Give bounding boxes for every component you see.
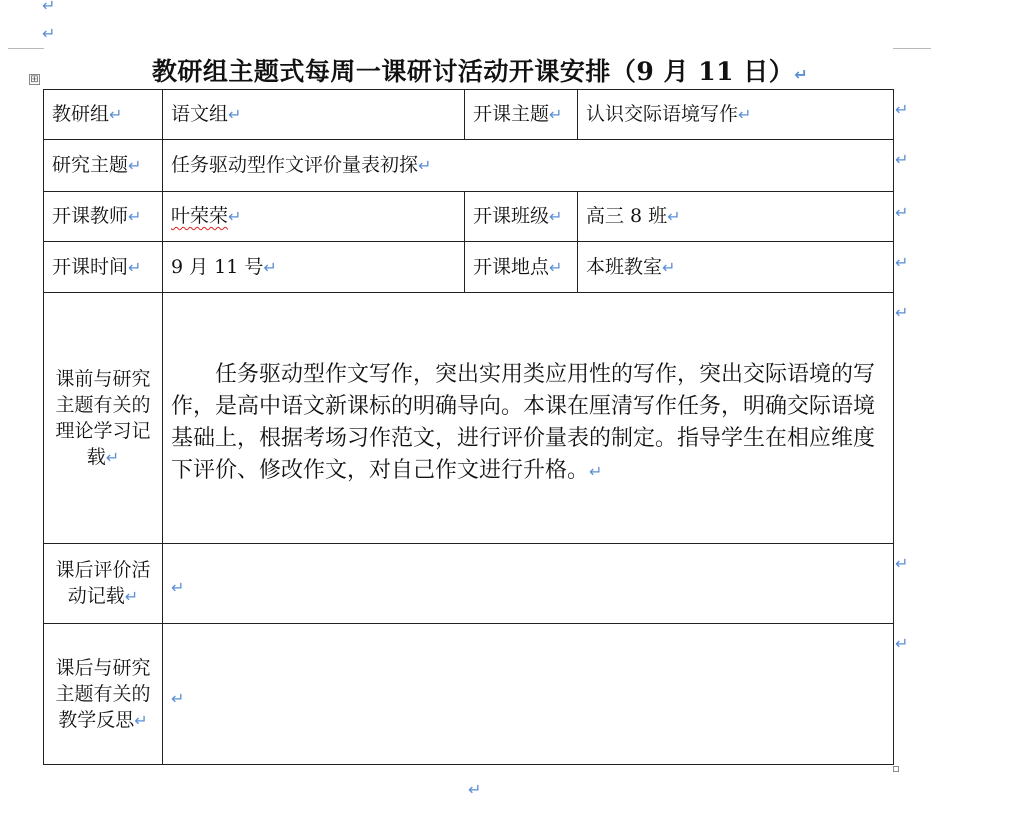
class-label-cell[interactable] [465,192,578,242]
class-value: 高三 8 班 [586,205,668,227]
theory-label: 课前与研究主题有关的理论学习记载 [55,367,151,468]
paragraph-mark-icon: ↵ [263,257,277,277]
place-label: 开课地点 [473,255,550,278]
time-value-cell[interactable] [163,242,465,293]
research-value: 任务驱动型作文评价量表初探 [171,154,419,176]
group-label-cell[interactable] [44,90,163,140]
table-resize-handle[interactable] [893,766,899,772]
teacher-label: 开课教师 [52,205,129,227]
row-end-mark-icon: ↵ [895,253,909,272]
topic-label: 开课主题 [473,103,550,125]
group-value: 语文组 [171,103,229,125]
eval-value-cell[interactable] [163,544,894,624]
paragraph-mark-icon: ↵ [662,257,676,277]
paragraph-mark-icon: ↵ [468,780,482,799]
place-value: 本班教室 [586,255,663,278]
paragraph-mark-icon: ↵ [128,207,142,226]
paragraph-mark-icon: ↵ [124,587,139,606]
paragraph-mark-icon: ↵ [128,156,142,175]
title-text: 教研组主题式每周一课研讨活动开课安排（9 月 11 日） [151,57,795,86]
paragraph-mark-icon: ↵ [171,578,185,597]
research-label: 研究主题 [52,154,129,176]
schedule-table [43,89,894,765]
paragraph-mark-icon: ↵ [794,65,809,84]
paragraph-mark-icon: ↵ [171,688,185,708]
time-label-cell[interactable] [44,242,163,293]
table-row [44,192,894,242]
place-label-cell[interactable] [465,242,578,293]
row-end-mark-icon: ↵ [895,303,909,322]
table-row [44,624,894,765]
paragraph-mark-icon: ↵ [667,207,681,226]
eval-label: 课后评价活动记载 [55,559,151,607]
topic-value: 认识交际语境写作 [586,103,739,125]
paragraph-mark-icon: ↵ [228,105,242,124]
paragraph-mark-icon: ↵ [549,207,563,226]
row-end-mark-icon: ↵ [895,100,909,119]
reflect-label: 课后与研究主题有关的教学反思 [55,656,151,731]
place-value-cell[interactable] [578,242,894,293]
document-title [0,52,960,88]
paragraph-mark-icon: ↵ [42,24,56,43]
teacher-value: 叶荣荣 [171,205,229,227]
reflect-label-cell[interactable] [44,624,163,765]
paragraph-mark-icon: ↵ [134,710,148,730]
paragraph-mark-icon: ↵ [589,461,603,481]
table-row [44,140,894,192]
margin-guide-left [8,48,44,49]
class-label: 开课班级 [473,205,550,227]
table-move-handle-icon[interactable]: ⊞ [30,74,39,85]
research-label-cell[interactable] [44,140,163,192]
table-row [44,293,894,544]
paragraph-mark-icon: ↵ [549,257,563,277]
theory-text-cell[interactable] [163,293,894,544]
paragraph-mark-icon: ↵ [109,105,123,124]
table-row [44,90,894,140]
class-value-cell[interactable] [578,192,894,242]
group-label: 教研组 [52,103,110,125]
paragraph-mark-icon: ↵ [228,207,242,226]
paragraph-mark-icon: ↵ [549,105,563,124]
research-value-cell[interactable] [163,140,894,192]
table-row [44,544,894,624]
paragraph-mark-icon: ↵ [128,257,142,277]
teacher-label-cell[interactable] [44,192,163,242]
topic-label-cell[interactable] [465,90,578,140]
time-label: 开课时间 [52,255,129,278]
table-row [44,242,894,293]
group-value-cell[interactable] [163,90,465,140]
reflect-value-cell[interactable] [163,624,894,765]
theory-text: 任务驱动型作文写作，突出实用类应用性的写作，突出交际语境的写作，是高中语文新课标的明确导向。本课在厘清写作任务，明确交际语境基础上，根据考场习作范文，进行评价量表的制定。指导学生在相应维度下评价、修改作文，对自己作文进行升格。 [171,361,876,483]
paragraph-mark-icon: ↵ [418,156,432,175]
row-end-mark-icon: ↵ [895,150,909,169]
paragraph-mark-icon: ↵ [738,105,752,124]
eval-label-cell[interactable] [44,544,163,624]
paragraph-mark-icon: ↵ [105,447,120,467]
theory-label-cell[interactable] [44,293,163,544]
time-value: 9 月 11 号 [171,255,264,278]
row-end-mark-icon: ↵ [895,554,909,573]
row-end-mark-icon: ↵ [895,634,909,653]
teacher-value-cell[interactable] [163,192,465,242]
row-end-mark-icon: ↵ [895,203,909,222]
topic-value-cell[interactable] [578,90,894,140]
paragraph-mark-icon: ↵ [42,0,56,15]
margin-guide-right [893,48,931,49]
